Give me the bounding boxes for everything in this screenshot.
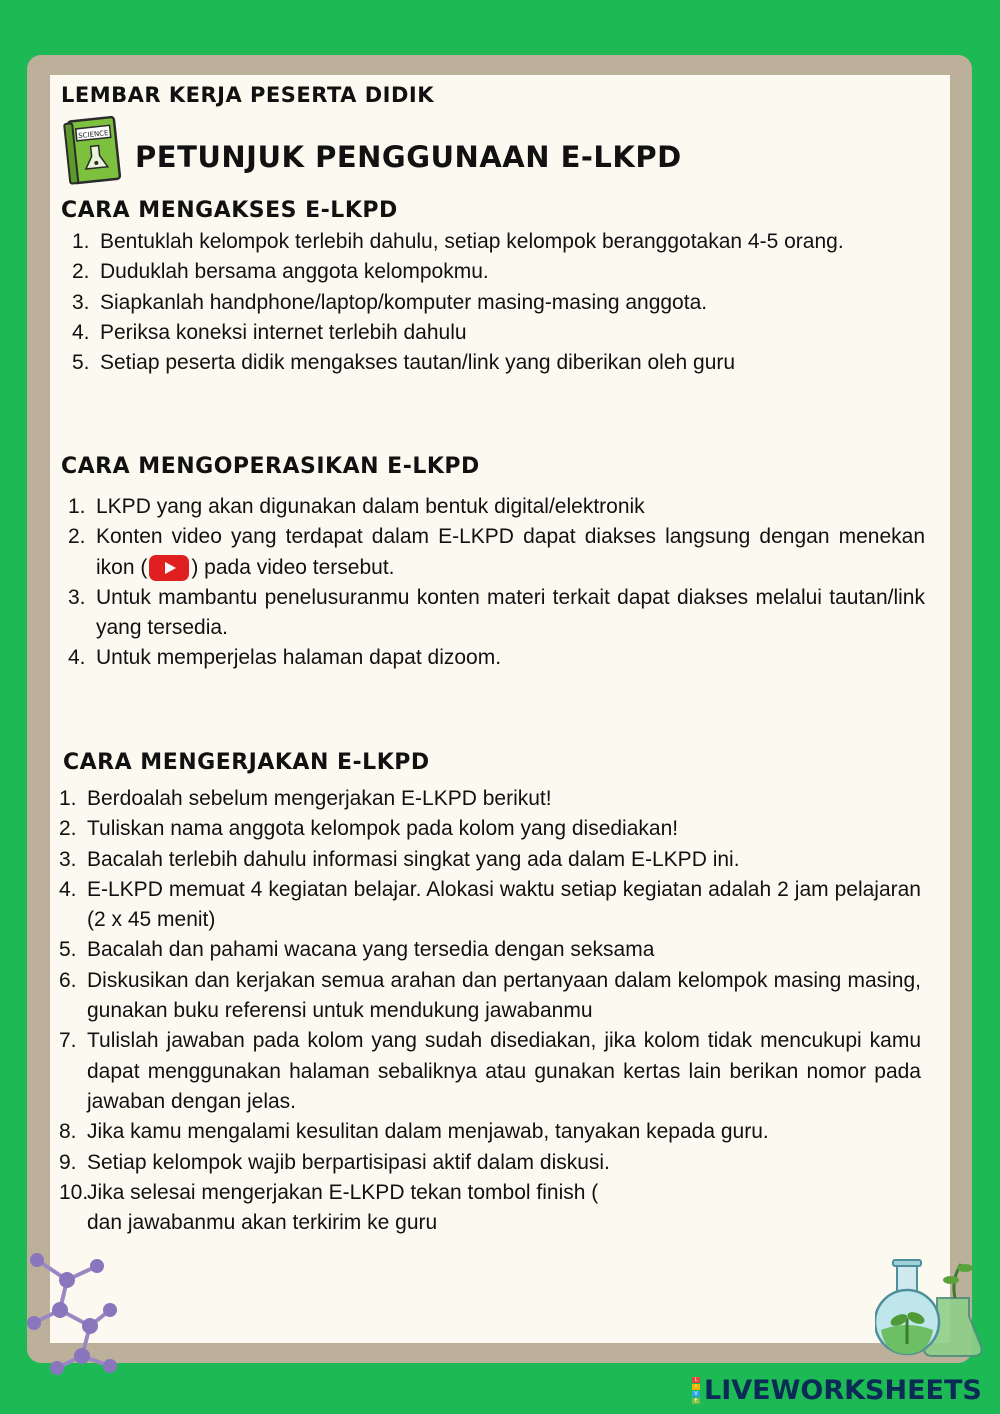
liveworksheets-logo-icon: L I V E bbox=[692, 1377, 700, 1404]
list-item: 5. Setiap peserta didik mengakses tautan/link yang diberikan oleh guru bbox=[72, 351, 736, 375]
list-item: 1. Berdoalah sebelum mengerjakan E-LKPD berikut! bbox=[59, 787, 552, 810]
list-item: 3. Untuk mambantu penelusuranmu konten materi terkait dapat diakses melalui tautan/link yang tersedia. bbox=[68, 585, 925, 640]
list-item: 1. LKPD yang akan digunakan dalam bentuk digital/elektronik bbox=[68, 495, 645, 518]
list-item: 4. Periksa koneksi internet terlebih dahulu bbox=[72, 320, 467, 344]
access-steps-list bbox=[72, 227, 935, 378]
section-work-title: CARA MENGERJAKAN E-LKPD bbox=[63, 750, 430, 775]
list-item: 2. Duduklah bersama anggota kelompokmu. bbox=[72, 260, 489, 284]
list-item: 3. Bacalah terlebih dahulu informasi singkat yang ada dalam E-LKPD ini. bbox=[59, 847, 740, 871]
watermark-text: LIVEWORKSHEETS bbox=[704, 1375, 982, 1406]
flask-plant-icon bbox=[875, 1258, 985, 1362]
list-item: 9. Setiap kelompok wajib berpartisipasi aktif dalam diskusi. bbox=[59, 1150, 610, 1174]
list-item: 2. Tuliskan nama anggota kelompok pada kolom yang disediakan! bbox=[59, 817, 679, 841]
list-item: 1. Bentuklah kelompok terlebih dahulu, setiap kelompok beranggotakan 4-5 orang. bbox=[72, 230, 844, 253]
list-item: 5. Bacalah dan pahami wacana yang tersedia dengan seksama bbox=[59, 938, 655, 962]
worksheet-label: LEMBAR KERJA PESERTA DIDIK bbox=[61, 83, 434, 107]
list-item: 3. Siapkanlah handphone/laptop/komputer masing-masing anggota. bbox=[72, 290, 708, 314]
molecule-icon bbox=[22, 1248, 132, 1378]
list-item: 4. Untuk memperjelas halaman dapat dizoom. bbox=[68, 646, 502, 670]
list-item: 4. E-LKPD memuat 4 kegiatan belajar. Alokasi waktu setiap kegiatan adalah 2 jam pelajaran (2 x 45 menit) bbox=[59, 877, 921, 932]
section-access-title: CARA MENGAKSES E-LKPD bbox=[61, 198, 398, 223]
list-item: 6. Diskusikan dan kerjakan semua arahan dan pertanyaan dalam kelompok masing masing, gunakan buku referensi untuk mendukung jawabanmu bbox=[59, 968, 921, 1023]
list-item: 10. Jika selesai mengerjakan E-LKPD tekan tombol finish ( dan jawabanmu akan terkirim ke guru bbox=[59, 1180, 599, 1235]
operate-steps-list bbox=[68, 492, 925, 674]
section-operate-title: CARA MENGOPERASIKAN E-LKPD bbox=[61, 454, 480, 479]
list-item: 7. Tulislah jawaban pada kolom yang sudah disediakan, jika kolom tidak mencukupi kamu dapat menggunakan halaman sebaliknya atau gunakan kertas lain berikan nomor pada jawaban dengan jelas. bbox=[59, 1029, 921, 1113]
liveworksheets-watermark bbox=[692, 1375, 982, 1406]
youtube-play-icon bbox=[149, 555, 189, 581]
list-item: 8. Jika kamu mengalami kesulitan dalam menjawab, tanyakan kepada guru. bbox=[59, 1120, 769, 1144]
science-book-icon bbox=[63, 113, 127, 187]
page-title: PETUNJUK PENGGUNAAN E-LKPD bbox=[135, 140, 682, 174]
book-label: SCIENCE bbox=[77, 129, 109, 141]
work-steps-list bbox=[59, 784, 921, 1238]
list-item: 2. Konten video yang terdapat dalam E-LKPD dapat diakses langsung dengan menekan ikon ( ) pada video tersebut. bbox=[96, 522, 925, 583]
